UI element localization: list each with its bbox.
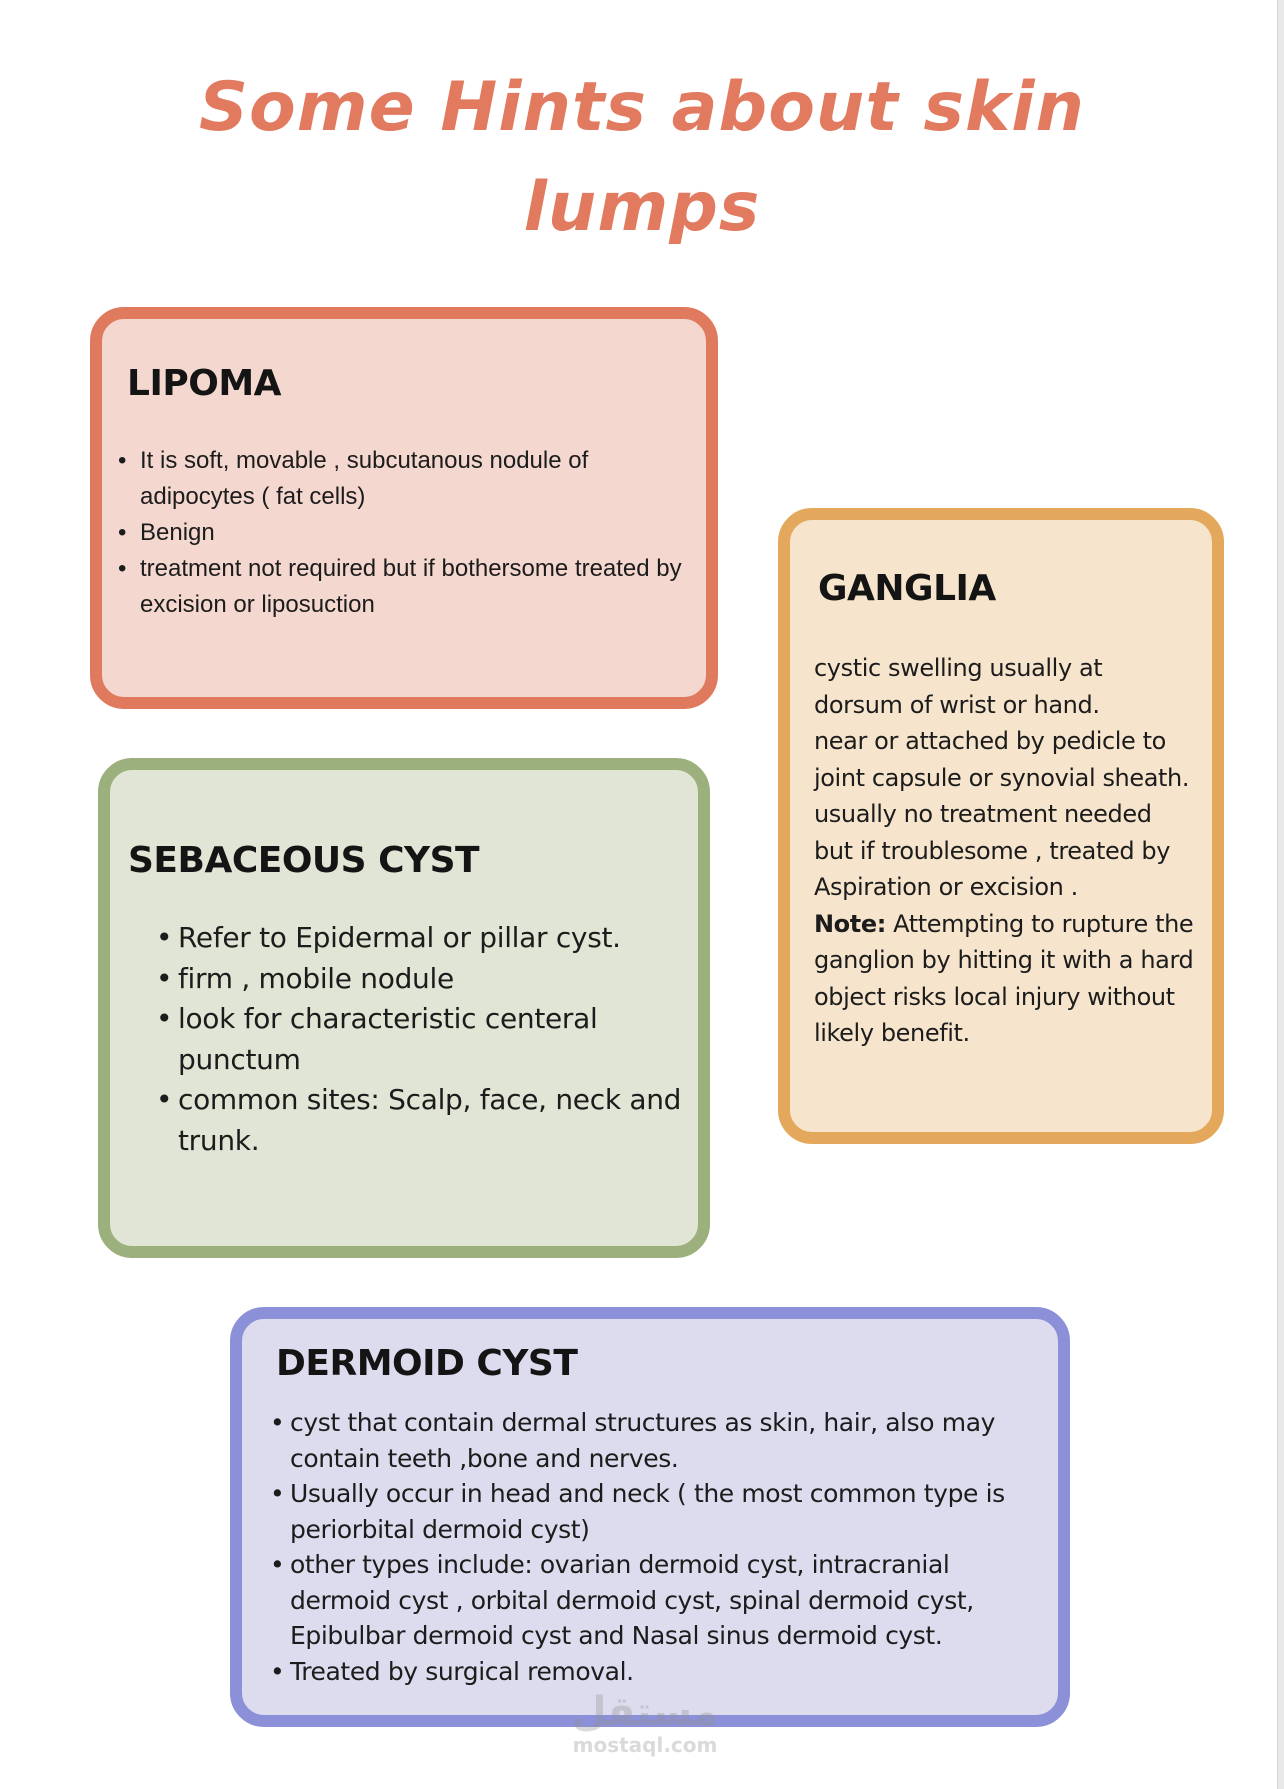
list-item: • firm , mobile nodule xyxy=(178,959,698,1000)
list-item: • look for characteristic centeral punctum xyxy=(178,999,698,1080)
list-item: • Refer to Epidermal or pillar cyst. xyxy=(178,918,698,959)
dermoid-cyst-list xyxy=(290,1405,1030,1689)
list-item: • Benign xyxy=(140,515,700,551)
page-edge xyxy=(1277,0,1284,1789)
ganglia-line: but if troublesome , treated by xyxy=(814,836,1171,865)
list-item: • treatment not required but if bothersome treated by excision or liposuction xyxy=(140,551,700,623)
ganglia-line: usually no treatment needed xyxy=(814,800,1152,828)
watermark xyxy=(560,1690,730,1756)
list-item: • other types include: ovarian dermoid cyst, intracranial dermoid cyst , orbital dermoid cyst, spinal dermoid cyst, Epibulbar dermoid cyst and Nasal sinus dermoid cyst. xyxy=(290,1547,1030,1654)
ganglia-line: Aspiration or excision . xyxy=(814,873,1078,901)
dermoid-cyst-heading: DERMOID CYST xyxy=(276,1343,578,1384)
dermoid-cyst-card xyxy=(230,1307,1070,1727)
ganglia-line: near or attached by pedicle to xyxy=(814,727,1166,755)
sebaceous-cyst-list xyxy=(178,918,698,1161)
ganglia-body xyxy=(814,650,1214,1052)
list-item: • Treated by surgical removal. xyxy=(290,1654,1030,1690)
sebaceous-cyst-card xyxy=(98,758,710,1258)
watermark-logo: مستقل xyxy=(571,1689,719,1735)
ganglia-heading: GANGLIA xyxy=(818,568,996,609)
list-item: • common sites: Scalp, face, neck and trunk. xyxy=(178,1080,698,1161)
page-title-line-1: Some Hints about skin xyxy=(199,68,1085,147)
watermark-text: mostaql.com xyxy=(572,1733,718,1757)
page-title-line-2: lumps xyxy=(523,168,761,247)
sebaceous-cyst-heading: SEBACEOUS CYST xyxy=(128,840,480,881)
ganglia-note xyxy=(814,906,1214,1052)
lipoma-heading: LIPOMA xyxy=(127,363,282,404)
lipoma-card xyxy=(90,307,718,709)
page-title xyxy=(0,58,1284,258)
note-text: Attempting to rupture the ganglion by hitting it with a hard object risks local injury without likely benefit. xyxy=(814,909,1194,1047)
ganglia-line: dorsum of wrist or hand. xyxy=(814,690,1100,719)
note-label: Note: xyxy=(814,909,886,938)
list-item: • It is soft, movable , subcutanous nodule of adipocytes ( fat cells) xyxy=(140,443,700,515)
list-item: • Usually occur in head and neck ( the most common type is periorbital dermoid cyst) xyxy=(290,1476,1030,1547)
list-item: • cyst that contain dermal structures as skin, hair, also may contain teeth ,bone and nerves. xyxy=(290,1405,1030,1476)
ganglia-line: joint capsule or synovial sheath. xyxy=(814,763,1190,792)
ganglia-card xyxy=(778,508,1224,1144)
lipoma-list xyxy=(140,443,700,623)
ganglia-line: cystic swelling usually at xyxy=(814,654,1103,682)
